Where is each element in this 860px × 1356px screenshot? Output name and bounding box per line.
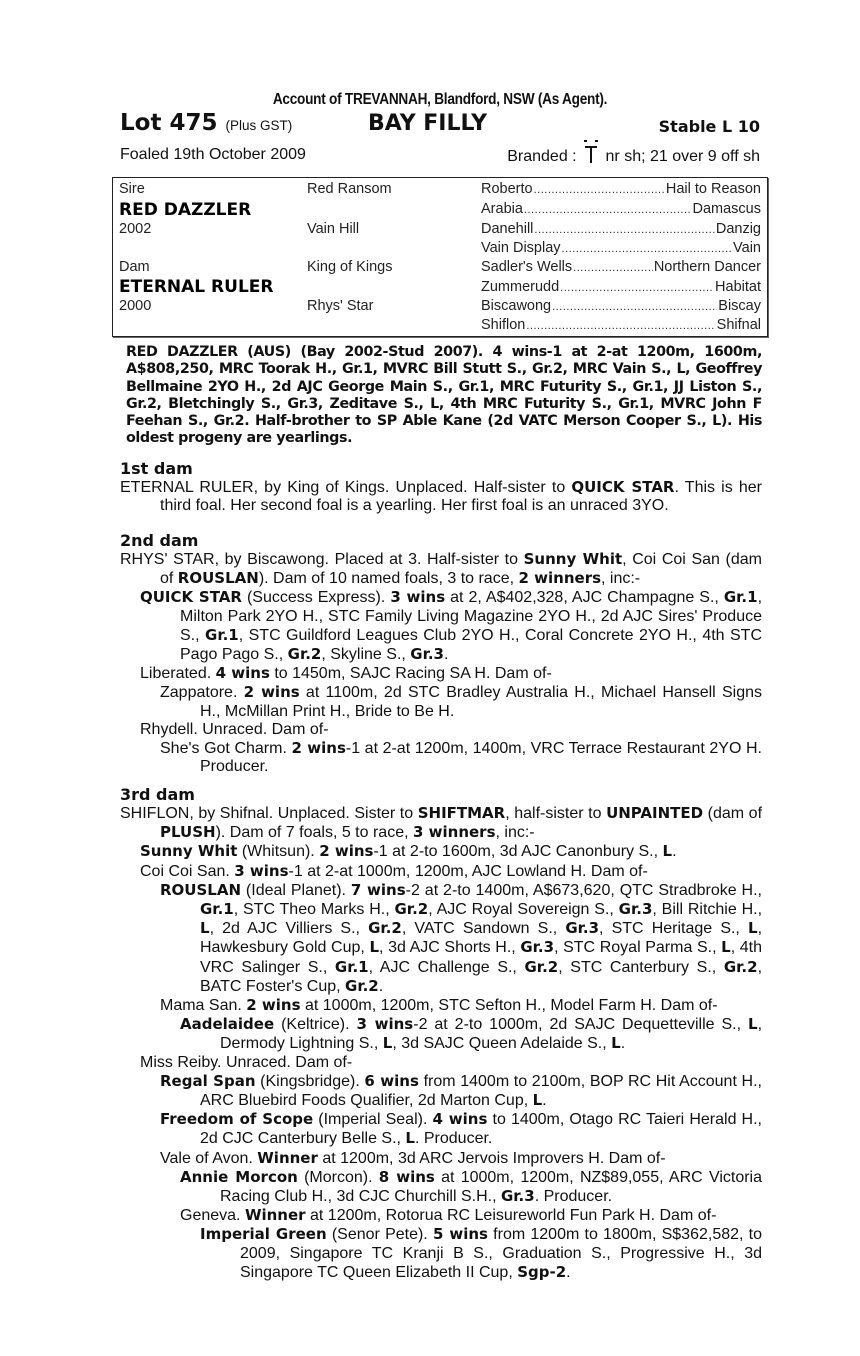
text: ). Dam of 10 named foals, 3 to race, bbox=[258, 570, 519, 588]
dam-dam: Rhys' Star bbox=[307, 298, 374, 314]
bold-text: 2 wins bbox=[246, 996, 301, 1015]
text: Zappatore. bbox=[160, 684, 244, 702]
bold-text: Sunny Whit bbox=[140, 842, 238, 861]
gg-dam: Arabia bbox=[481, 201, 523, 217]
great-grandparent-row bbox=[481, 221, 761, 237]
gg-dam: Shiflon bbox=[481, 317, 526, 333]
gg-sire: Danehill bbox=[481, 221, 534, 237]
bold-text: 3 winners bbox=[412, 823, 496, 842]
text: , 3d SAJC Queen Adelaide S., bbox=[392, 1035, 612, 1053]
text: , Milton Park 2YO H., STC Family Living Magazine 2YO H., 2d AJC Sires' Produce S., bbox=[180, 589, 763, 644]
dam-heading: 3rd dam bbox=[120, 785, 195, 804]
first-dam-section bbox=[120, 460, 762, 515]
bold-text: QUICK STAR bbox=[140, 588, 242, 607]
bold-text: Gr.2 bbox=[394, 900, 429, 919]
great-grandparent-row bbox=[481, 181, 761, 197]
pedigree-paragraph bbox=[120, 683, 762, 720]
text: , STC Guildford Leagues Club 2YO H., Coral Concrete 2YO H., 4th STC Pago Pago S., bbox=[180, 626, 763, 664]
text: (Keltrice). bbox=[274, 1016, 357, 1034]
text: , BATC Foster's Cup, bbox=[200, 958, 763, 995]
text: , Dermody Lightning S., bbox=[220, 1016, 763, 1053]
sire-dam: Vain Hill bbox=[307, 221, 360, 237]
bold-text: Gr.1 bbox=[334, 957, 369, 976]
text: (dam of bbox=[703, 805, 763, 822]
pedigree-paragraph bbox=[120, 996, 762, 1015]
second-dam-section bbox=[120, 532, 762, 776]
gg-dam: Vain Display bbox=[481, 240, 561, 256]
dam-heading: 1st dam bbox=[120, 459, 193, 478]
bold-text: L bbox=[369, 938, 380, 957]
pedigree-paragraph bbox=[120, 1054, 762, 1072]
gg-dam-sire: Habitat bbox=[715, 279, 761, 295]
dam-body bbox=[120, 478, 762, 515]
bold-text: L bbox=[405, 1129, 415, 1148]
text: (Success Express). bbox=[241, 589, 391, 607]
bold-text: QUICK STAR bbox=[571, 478, 675, 496]
great-grandparent-row bbox=[481, 201, 761, 217]
gg-sire: Biscawong bbox=[481, 298, 552, 314]
text: , Hawkesbury Gold Cup, bbox=[200, 920, 763, 957]
bold-text: L bbox=[748, 919, 758, 938]
text: Miss Reiby. Unraced. Dam of- bbox=[140, 1053, 353, 1071]
text: RHYS' STAR, by Biscawong. Placed at 3. Half-sister to bbox=[120, 551, 524, 568]
text: at 1100m, 2d STC Bradley Australia H., Michael Hansell Signs H., McMillan Print H., Bride to Be H. bbox=[200, 684, 762, 720]
bold-text: Winner bbox=[257, 1148, 318, 1167]
sire-name: RED DAZZLER bbox=[119, 200, 252, 220]
text: -2 at 2-to 1400m, A$673,620, QTC Stradbroke H., bbox=[405, 881, 763, 899]
pedigree-paragraph bbox=[120, 842, 762, 861]
text: Vale of Avon. bbox=[160, 1149, 258, 1167]
text: Mama San. bbox=[160, 997, 247, 1015]
pedigree-paragraph bbox=[120, 588, 762, 664]
text: , AJC Royal Sovereign S., bbox=[428, 901, 619, 919]
text: , STC Canterbury S., bbox=[558, 958, 724, 976]
text: from 1200m to 1800m, S$362,582, to 2009, Singapore TC Kranji B S., Graduation S., Progressive H., 3d Singapore TC Queen Elizabeth II Cup, bbox=[240, 1226, 763, 1281]
bold-text: 4 wins bbox=[432, 1110, 488, 1129]
text: . bbox=[378, 977, 384, 995]
pedigree-paragraph bbox=[120, 1225, 762, 1282]
text: , half-sister to bbox=[505, 805, 607, 822]
pedigree-paragraph bbox=[120, 1015, 762, 1053]
bold-text: Imperial Green bbox=[200, 1225, 327, 1244]
text: ETERNAL RULER, by King of Kings. Unplaced. Half-sister to bbox=[120, 479, 572, 496]
bold-text: L bbox=[611, 1034, 621, 1053]
pedigree-paragraph bbox=[120, 739, 762, 776]
bold-text: Regal Span bbox=[160, 1071, 256, 1090]
bold-text: L bbox=[721, 938, 731, 957]
dam-label: Dam bbox=[119, 259, 150, 275]
text: (Ideal Planet). bbox=[241, 881, 351, 899]
bold-text: 7 wins bbox=[350, 880, 406, 899]
text: . Producer. bbox=[414, 1130, 493, 1148]
great-grandparent-row bbox=[481, 259, 761, 275]
gg-sire-sire: Hail to Reason bbox=[665, 181, 761, 197]
vendor-account: Account of TREVANNAH, Blandford, NSW (As Agent). bbox=[272, 91, 608, 108]
text: , STC Heritage S., bbox=[599, 920, 748, 938]
bold-text: Gr.3 bbox=[618, 900, 653, 919]
text: (Kingsbridge). bbox=[255, 1072, 365, 1090]
brand-t-icon bbox=[584, 146, 598, 162]
bold-text: L bbox=[532, 1091, 543, 1110]
text: , Bill Ritchie H., bbox=[652, 901, 763, 919]
bold-text: L bbox=[382, 1034, 393, 1053]
bold-text: PLUSH bbox=[160, 823, 216, 842]
horse-type: BAY FILLY bbox=[368, 111, 488, 136]
bold-text: Sunny Whit bbox=[523, 550, 623, 568]
text: , AJC Challenge S., bbox=[368, 958, 525, 976]
dam-sire: King of Kings bbox=[307, 259, 393, 275]
bold-text: ROUSLAN bbox=[177, 569, 259, 588]
text: , STC Theo Marks H., bbox=[233, 901, 395, 919]
dam-year: 2000 bbox=[119, 298, 152, 314]
bold-text: ROUSLAN bbox=[160, 880, 242, 899]
branded-label: Branded : bbox=[507, 148, 577, 165]
text: , Coi Coi San (dam of bbox=[160, 551, 762, 588]
bold-text: Gr.2 bbox=[524, 957, 559, 976]
branding bbox=[507, 146, 760, 166]
gg-dam-sire: Vain bbox=[733, 240, 761, 256]
lot-note: (Plus GST) bbox=[225, 118, 293, 133]
bold-text: 2 wins bbox=[243, 683, 300, 702]
pedigree-paragraph bbox=[120, 664, 762, 683]
dam-body bbox=[120, 804, 762, 1282]
third-dam-section bbox=[120, 786, 762, 1282]
gg-sire-sire: Danzig bbox=[715, 221, 761, 237]
bold-text: 3 wins bbox=[390, 588, 446, 607]
text: -1 at 2-at 1000m, 1200m, AJC Lowland H. Dam of- bbox=[288, 862, 648, 880]
bold-text: Winner bbox=[244, 1206, 306, 1225]
text: Geneva. bbox=[180, 1207, 245, 1225]
text: (Morcon). bbox=[297, 1168, 379, 1186]
pedigree-paragraph bbox=[120, 881, 762, 996]
text: . bbox=[620, 1035, 626, 1053]
bold-text: Gr.2 bbox=[368, 919, 402, 938]
bold-text: Gr.3 bbox=[565, 919, 600, 938]
text: at 1000m, 1200m, NZ$89,055, ARC Victoria Racing Club H., 3d CJC Churchill S.H., bbox=[220, 1168, 763, 1206]
bold-text: Freedom of Scope bbox=[160, 1110, 314, 1129]
pedigree-paragraph bbox=[120, 862, 762, 881]
bold-text: Aadelaidee bbox=[180, 1015, 275, 1034]
bold-text: Gr.1 bbox=[200, 900, 234, 919]
text: . bbox=[566, 1263, 571, 1281]
foaled-date: Foaled 19th October 2009 bbox=[120, 146, 306, 163]
pedigree-paragraph bbox=[120, 1072, 762, 1110]
bold-text: Gr.3 bbox=[500, 1187, 535, 1206]
bold-text: Gr.1 bbox=[205, 625, 239, 644]
dam-body bbox=[120, 550, 762, 776]
text: at 2, A$402,328, AJC Champagne S., bbox=[445, 589, 724, 607]
text: from 1400m to 2100m, BOP RC Hit Account H., ARC Bluebird Foods Qualifier, 2d Marton Cup, bbox=[200, 1072, 762, 1110]
bold-text: Gr.3 bbox=[410, 645, 444, 664]
stable-location: Stable L 10 bbox=[658, 117, 760, 136]
text: , 3d AJC Shorts H., bbox=[379, 939, 521, 957]
text: , Skyline S., bbox=[321, 646, 411, 664]
text: at 1200m, 3d ARC Jervois Improvers H. Dam of- bbox=[317, 1149, 666, 1167]
gg-dam-sire: Damascus bbox=[692, 201, 761, 217]
pedigree-paragraph bbox=[120, 804, 762, 842]
bold-text: SHIFTMAR bbox=[417, 804, 506, 822]
gg-dam: Zummerudd bbox=[481, 279, 560, 295]
text: ). Dam of 7 foals, 5 to race, bbox=[215, 824, 413, 842]
branded-detail: nr sh; 21 over 9 off sh bbox=[605, 148, 760, 165]
bold-text: Gr.2 bbox=[345, 976, 379, 995]
text: -2 at 2-to 1000m, 2d SAJC Dequetteville S., bbox=[413, 1016, 748, 1034]
pedigree-paragraph bbox=[120, 1149, 762, 1168]
bold-text: L bbox=[662, 842, 673, 861]
great-grandparent-row bbox=[481, 240, 761, 256]
pedigree-paragraph bbox=[120, 1168, 762, 1206]
pedigree-paragraph bbox=[120, 1206, 762, 1225]
bold-text: Gr.1 bbox=[723, 588, 758, 607]
bold-text: 2 winners bbox=[518, 569, 602, 588]
text: to 1400m, Otago RC Taieri Herald H., 2d CJC Canterbury Belle S., bbox=[200, 1111, 763, 1148]
gg-dam-sire: Shifnal bbox=[716, 317, 761, 333]
text: . This is her third foal. Her second foal is a yearling. Her first foal is an unraced 3YO. bbox=[160, 479, 762, 515]
text: , STC Royal Parma S., bbox=[554, 939, 722, 957]
text: to 1450m, SAJC Racing SA H. Dam of- bbox=[269, 665, 552, 683]
text: . bbox=[542, 1092, 547, 1110]
bold-text: 2 wins bbox=[291, 739, 346, 758]
gg-sire-sire: Northern Dancer bbox=[653, 259, 761, 275]
text: -1 at 2-at 1200m, 1400m, VRC Terrace Restaurant 2YO H. Producer. bbox=[200, 740, 762, 776]
lot-row bbox=[118, 110, 762, 140]
gg-sire: Sadler's Wells bbox=[481, 259, 573, 275]
lot-label: Lot 475 bbox=[120, 110, 218, 136]
bold-text: 2 wins bbox=[319, 842, 374, 861]
text: , 4th VRC Salinger S., bbox=[200, 939, 763, 976]
text: . bbox=[444, 646, 449, 664]
sire-summary: RED DAZZLER (AUS) (Bay 2002-Stud 2007). 4 wins-1 at 2-at 1200m, 1600m, A$808,250, MRC Toorak H., Gr.1, MVRC Bill Stutt S., Gr.2, MRC Vain S., L, Geoffrey Bellmaine 2YO H., 2d AJC George Main S., Gr.1, MRC Futurity S., Gr.1, JJ Liston S., Gr.2, Bletchingly S., Gr.3, Zeditave S., L, 4th MRC Futurity S., Gr.1, MVRC John F Feehan S., Gr.2. Half-brother to SP Able Kane (2d VATC Merson Cooper S., L). His oldest progeny are yearlings. bbox=[126, 344, 762, 447]
sire-label: Sire bbox=[119, 181, 145, 197]
text: . Producer. bbox=[534, 1188, 613, 1206]
bold-text: Gr.2 bbox=[287, 645, 322, 664]
text: (Whitsun). bbox=[237, 843, 320, 861]
pedigree-paragraph bbox=[120, 478, 762, 515]
dam-heading: 2nd dam bbox=[120, 531, 199, 550]
text: Liberated. bbox=[140, 665, 216, 683]
great-grandparent-row bbox=[481, 317, 761, 333]
bold-text: L bbox=[748, 1015, 758, 1034]
text: , 2d AJC Villiers S., bbox=[209, 920, 369, 938]
dam-name: ETERNAL RULER bbox=[119, 277, 274, 297]
bold-text: 8 wins bbox=[378, 1167, 435, 1186]
text: (Imperial Seal). bbox=[313, 1111, 433, 1129]
great-grandparent-row bbox=[481, 298, 761, 314]
text: , inc:- bbox=[601, 570, 641, 588]
pedigree-paragraph bbox=[120, 1110, 762, 1148]
text: -1 at 2-to 1600m, 3d AJC Canonbury S., bbox=[373, 843, 663, 861]
bold-text: 3 wins bbox=[356, 1015, 414, 1034]
pedigree-paragraph bbox=[120, 721, 762, 739]
sire-sire: Red Ransom bbox=[307, 181, 392, 197]
pedigree-paragraph bbox=[120, 550, 762, 588]
gg-sire: Roberto bbox=[481, 181, 533, 197]
gg-sire-sire: Biscay bbox=[718, 298, 761, 314]
text: , VATC Sandown S., bbox=[401, 920, 566, 938]
pedigree-table bbox=[112, 177, 768, 337]
bold-text: 3 wins bbox=[234, 861, 289, 880]
text: Rhydell. Unraced. Dam of- bbox=[140, 720, 329, 738]
bold-text: L bbox=[200, 919, 210, 938]
lot-number bbox=[120, 110, 292, 136]
text: at 1000m, 1200m, STC Sefton H., Model Farm H. Dam of- bbox=[300, 997, 718, 1015]
sire-year: 2002 bbox=[119, 221, 152, 237]
text: Coi Coi San. bbox=[140, 862, 235, 880]
text: . bbox=[672, 843, 677, 861]
bold-text: Annie Morcon bbox=[180, 1167, 298, 1186]
text: SHIFLON, by Shifnal. Unplaced. Sister to bbox=[120, 805, 418, 822]
bold-text: 4 wins bbox=[215, 664, 270, 683]
text: , inc:- bbox=[495, 824, 535, 842]
bold-text: 5 wins bbox=[432, 1225, 488, 1244]
bold-text: Gr.3 bbox=[520, 938, 555, 957]
great-grandparent-row bbox=[481, 279, 761, 295]
bold-text: Sgp-2 bbox=[517, 1262, 567, 1281]
text: She's Got Charm. bbox=[160, 740, 292, 758]
text: (Senor Pete). bbox=[326, 1226, 433, 1244]
text: at 1200m, Rotorua RC Leisureworld Fun Park H. Dam of- bbox=[305, 1207, 717, 1225]
bold-text: 6 wins bbox=[364, 1071, 419, 1090]
bold-text: UNPAINTED bbox=[606, 804, 704, 822]
bold-text: Gr.2 bbox=[723, 957, 758, 976]
